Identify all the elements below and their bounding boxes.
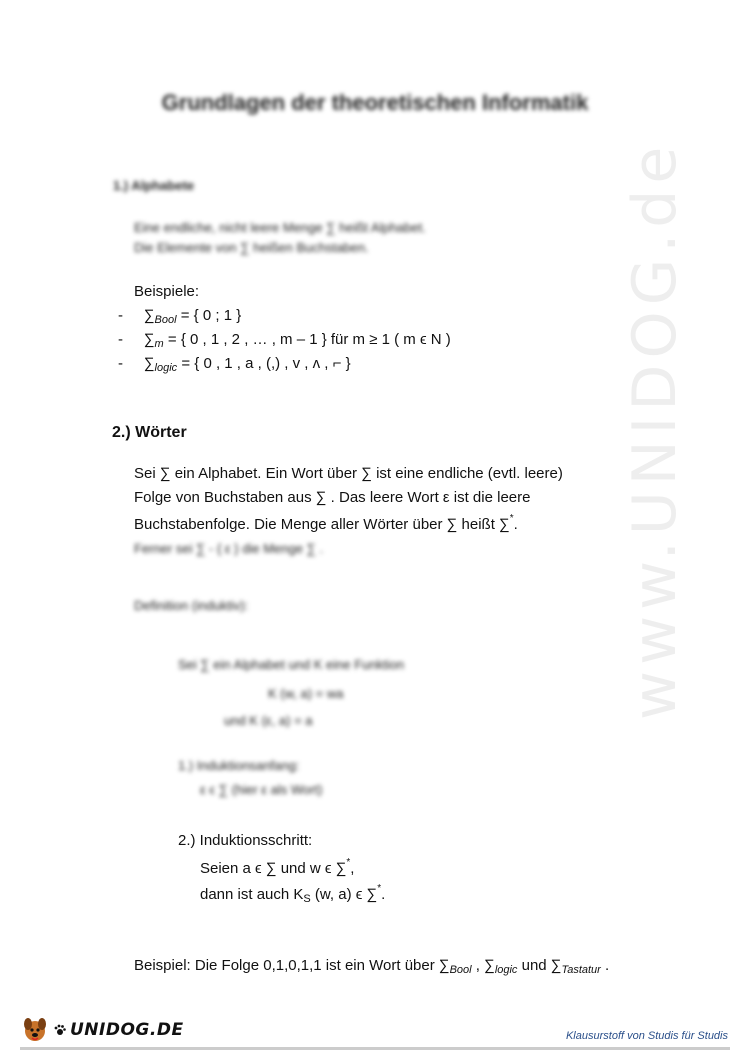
dog-icon: [20, 1015, 50, 1045]
example-sentence: Beispiel: Die Folge 0,1,0,1,1 ist ein Wort über $\sum_{Bool}$ , $\sum_{logic}$ und $\sum_{Tastatur}$ .: [134, 957, 610, 976]
definition-line1: Sei ∑ ein Alphabet und K eine Funktion: [178, 657, 405, 672]
watermark: www.UNIDOG.de: [620, 140, 690, 720]
example-logic: - $\sum_{logic}$ = { 0 , 1 , a , (,) , v , ᴧ , ⌐ }: [118, 355, 351, 374]
induction-step-line2: dann ist auch $K_S$ (w, a) ϵ ∑*.: [200, 883, 386, 905]
section2-p3: Buchstabenfolge. Die Menge aller Wörter über ∑ heißt ∑*.: [134, 513, 518, 533]
definition-label: Definition (induktiv):: [134, 598, 249, 613]
induction-start-line: ε ϵ ∑ (hier ε als Wort): [200, 782, 323, 797]
examples-label: Beispiele:: [134, 283, 200, 300]
induction-step-line1: Seien a ϵ ∑ und w ϵ ∑*,: [200, 857, 355, 877]
induction-start-heading: 1.) Induktionsanfang:: [178, 758, 300, 773]
unidog-logo[interactable]: [20, 1015, 184, 1045]
footer-tagline: Klausurstoff von Studis für Studis: [565, 1030, 728, 1042]
section2-p4: Ferner sei ∑ - { ε } die Menge ∑ .: [134, 541, 324, 556]
page-title: Grundlagen der theoretischen Informatik: [161, 90, 589, 115]
section2-p2: Folge von Buchstaben aus ∑ . Das leere Wort ε ist die leere: [134, 489, 531, 506]
section1-line1: Eine endliche, nicht leere Menge ∑ heißt Alphabet.: [134, 220, 426, 235]
section2-heading: 2.) Wörter: [112, 424, 187, 441]
induction-step-heading: 2.) Induktionsschritt:: [178, 832, 313, 849]
example-m: - $\sum_m$ = { 0 , 1 , 2 , … , m – 1 } für m ≥ 1 ( m ϵ N ): [118, 331, 451, 350]
definition-line2: K (w, a) = wa: [268, 686, 344, 701]
section2-p1: Sei ∑ ein Alphabet. Ein Wort über ∑ ist eine endliche (evtl. leere): [134, 465, 563, 482]
example-bool: - $\sum_{Bool}$ = { 0 ; 1 }: [118, 307, 242, 326]
section1-line2: Die Elemente von ∑ heißen Buchstaben.: [134, 240, 369, 255]
footer-divider: [20, 1047, 730, 1050]
logo-text: UNIDOG.DE: [70, 1020, 184, 1040]
section1-heading: 1.) Alphabete: [113, 178, 195, 193]
paw-icon: [54, 1024, 66, 1036]
definition-line3: und K (ε, a) = a: [224, 713, 313, 728]
